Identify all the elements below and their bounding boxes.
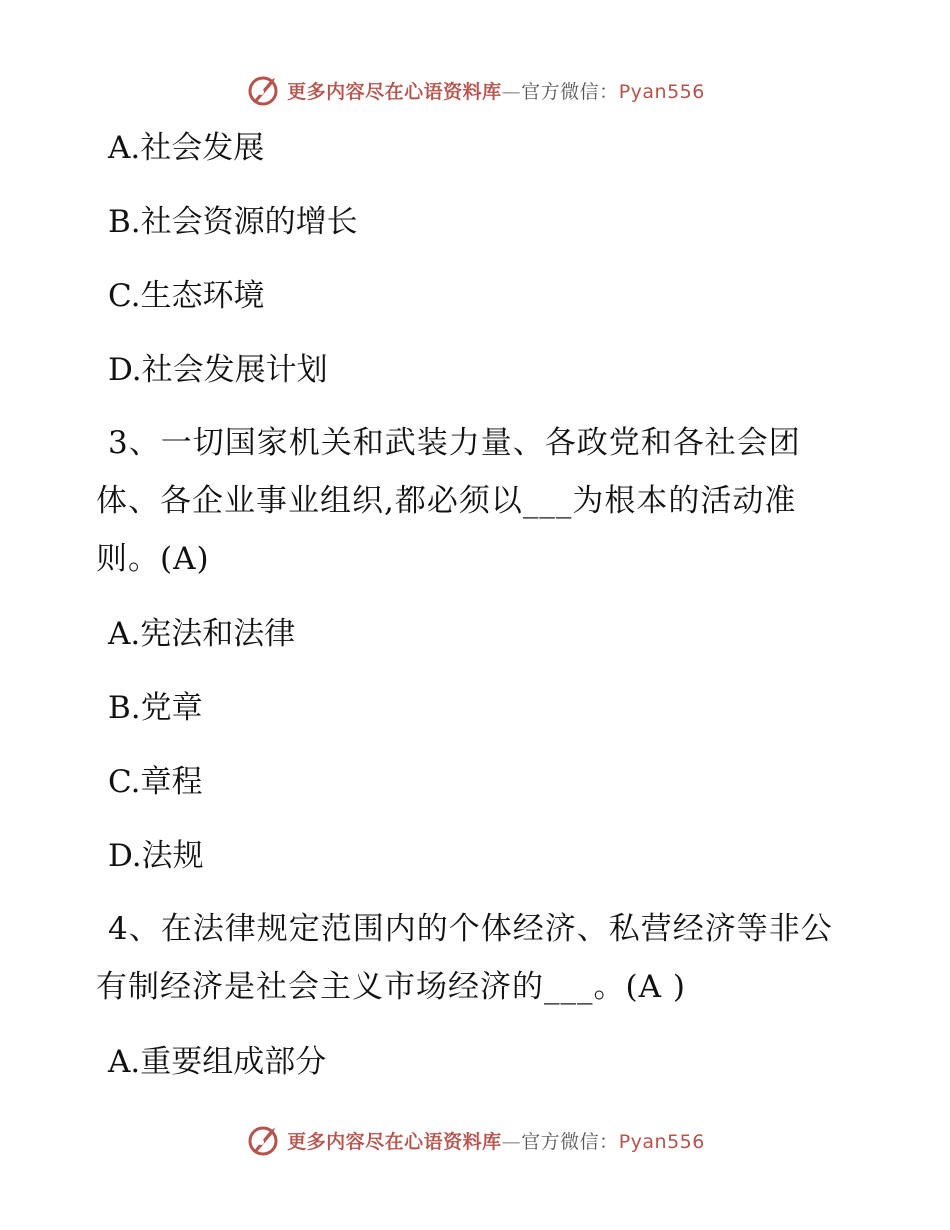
option-a: A.重要组成部分 [108,1044,327,1080]
footer-watermark [0,1120,950,1160]
option-d: D.法规 [108,838,204,874]
question-text [96,900,856,1016]
option-d: D.社会发展计划 [108,352,328,388]
question-number: 3、 [108,425,161,461]
option-b: B.社会资源的增长 [108,204,358,240]
question-number: 4、 [108,911,161,947]
question-stem: 在法律规定范围内的个体经济、私营经济等非公有制经济是社会主义市场经济的___。(A ) [96,911,833,1005]
watermark-text: 更多内容尽在心语资料库—官方微信：Pyan556 [287,1130,705,1153]
quill-logo-icon [245,1122,281,1158]
option-b: B.党章 [108,690,203,726]
question-block-3 [96,414,856,900]
question-block-2 [96,118,856,414]
header-watermark [0,70,950,110]
option-c: C.章程 [108,764,203,800]
option-c: C.生态环境 [108,278,265,314]
question-text [96,414,856,588]
document-body [96,118,856,1106]
option-a: A.社会发展 [108,130,265,166]
option-a: A.宪法和法律 [108,616,296,652]
question-block-4 [96,900,856,1106]
question-stem: 一切国家机关和武装力量、各政党和各社会团体、各企业事业组织,都必须以___为根本的活动准则。(A) [96,425,801,577]
quill-logo-icon [245,72,281,108]
watermark-text: 更多内容尽在心语资料库—官方微信：Pyan556 [287,80,705,103]
